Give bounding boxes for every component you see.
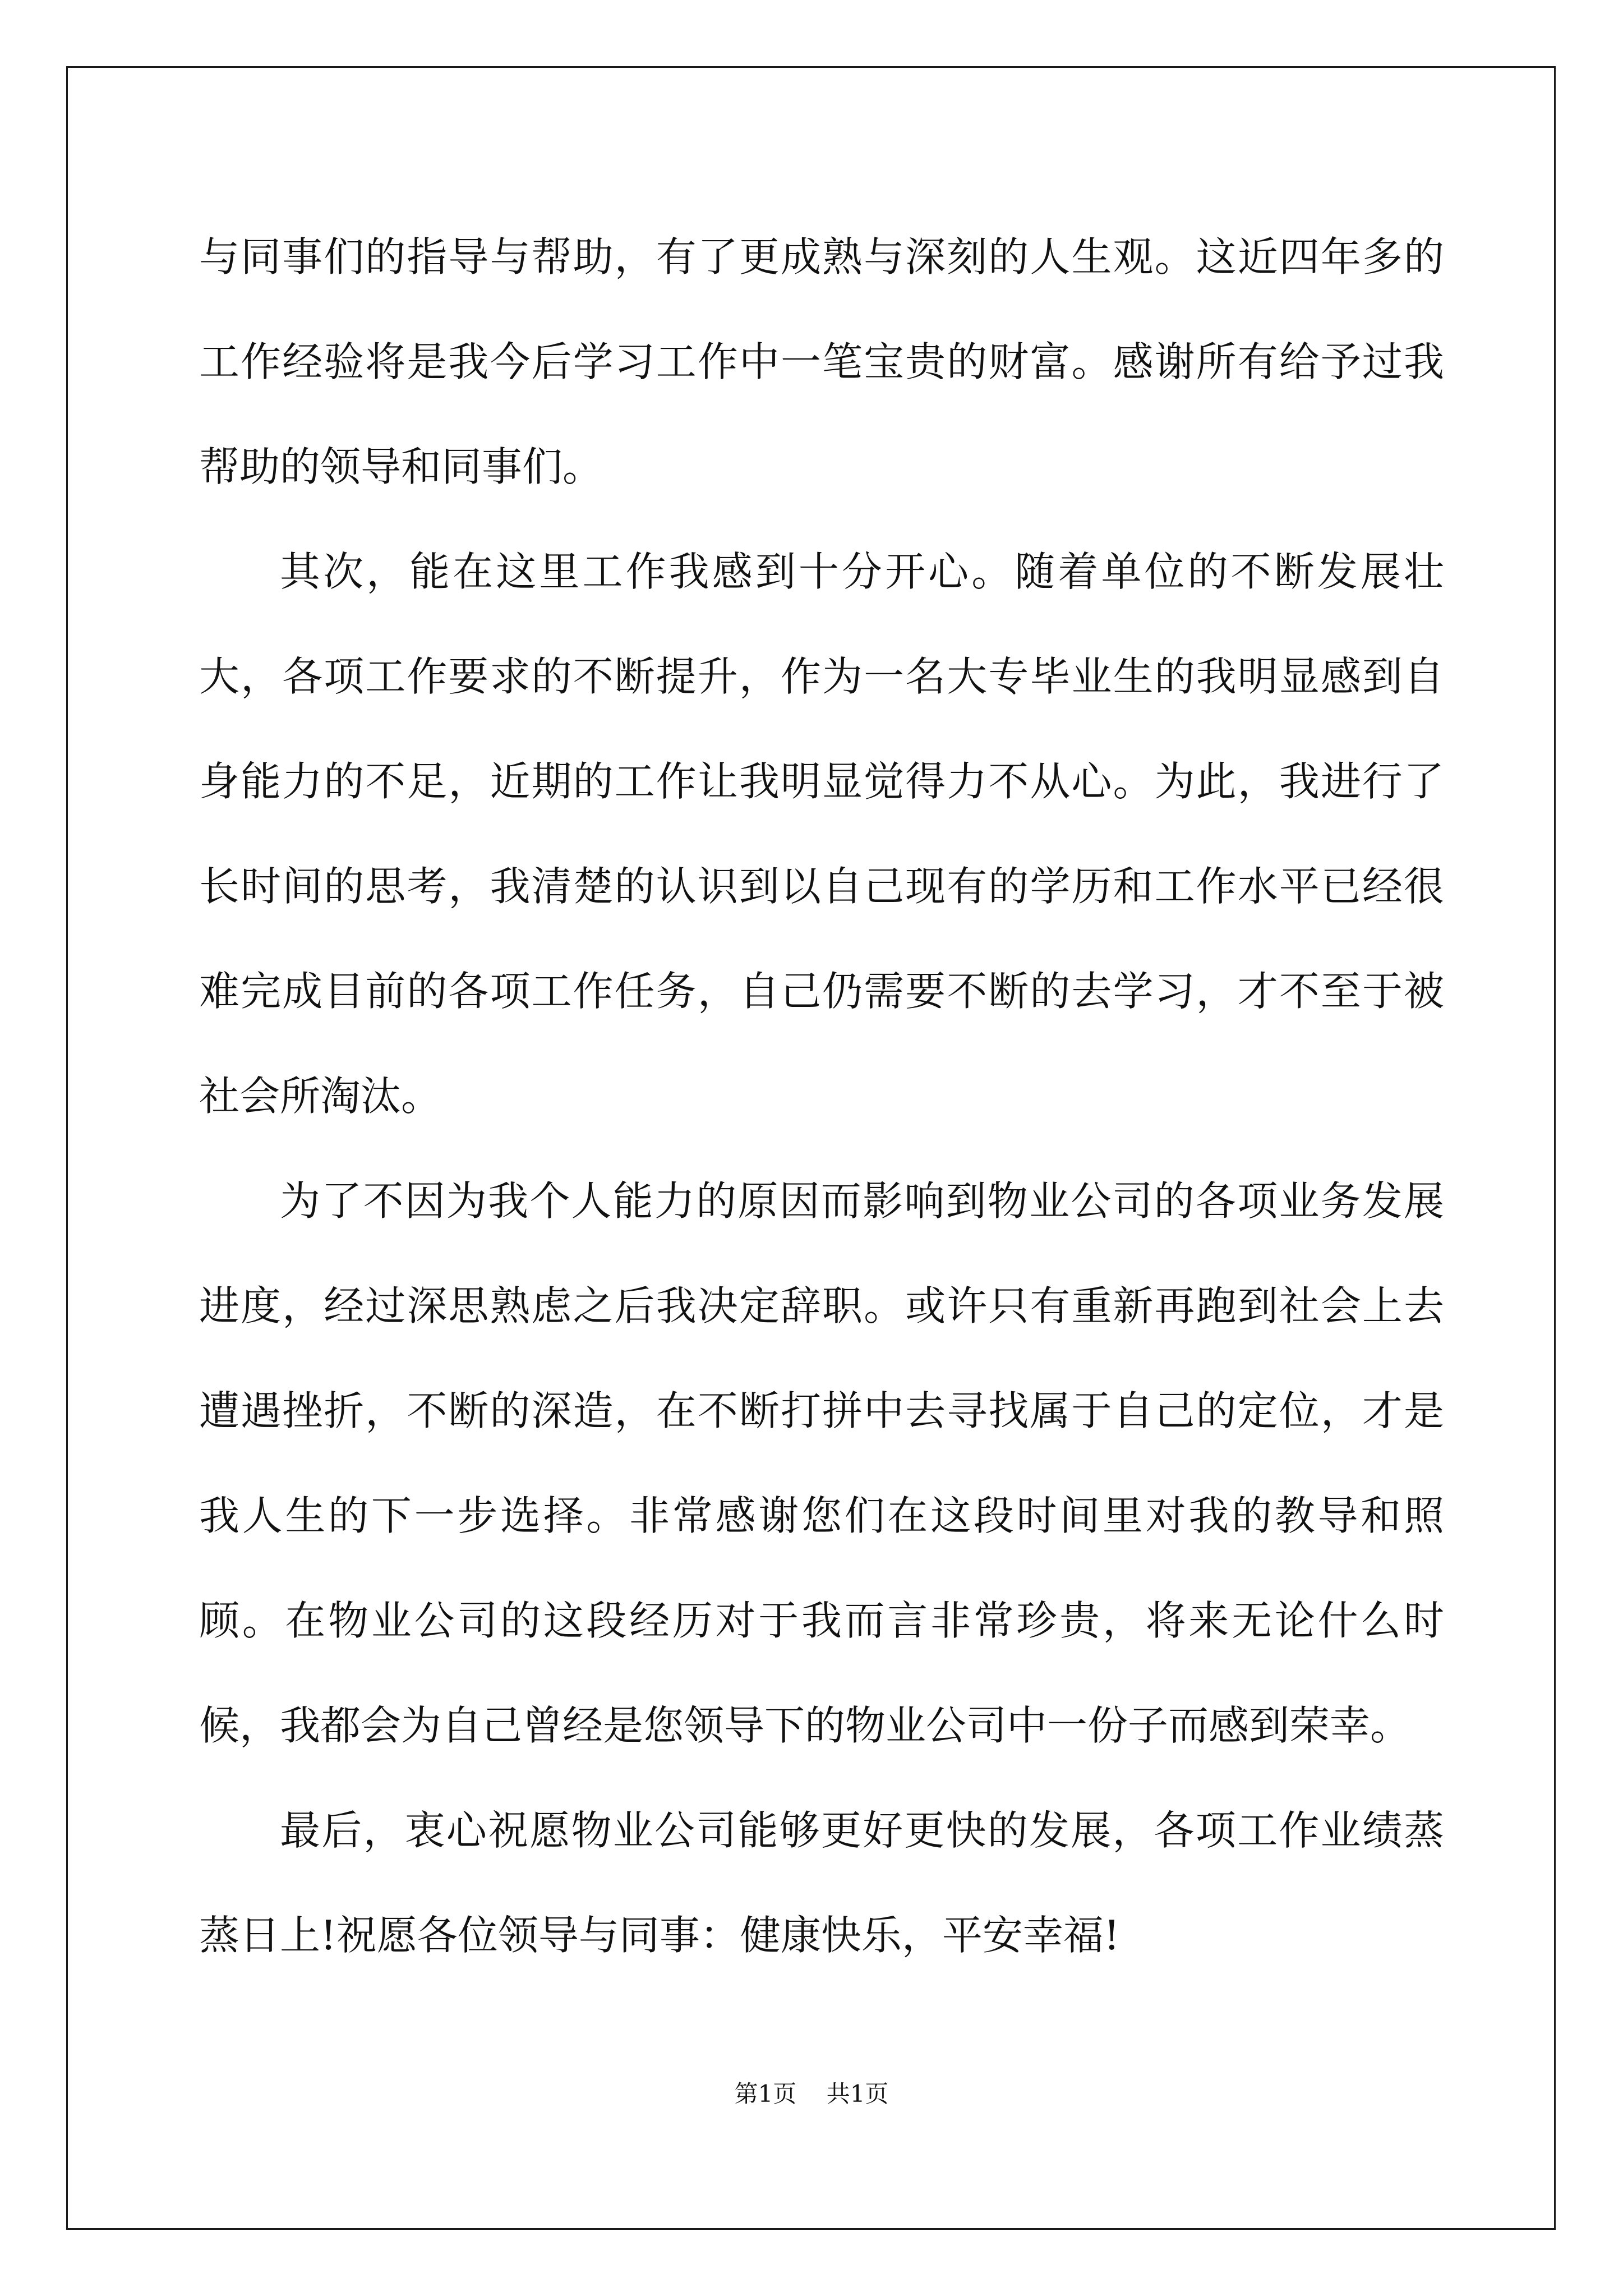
page-number: 第1页: [734, 2080, 797, 2108]
paragraph-1: 与同事们的指导与帮助，有了更成熟与深刻的人生观。这近四年多的工作经验将是我今后学习工作中一笔宝贵的财富。感谢所有给予过我帮助的领导和同事们。: [199, 233, 1444, 490]
paragraph-2: 其次，能在这里工作我感到十分开心。随着单位的不断发展壮大，各项工作要求的不断提升，作为一名大专毕业生的我明显感到自身能力的不足，近期的工作让我明显觉得力不从心。为此，我进行了长时间的思考，我清楚的认识到以自己现有的学历和工作水平已经很难完成目前的各项工作任务，自己仍需要不断的去学习，才不至于被社会所淘汰。: [199, 548, 1444, 1120]
page-total: 共1页: [826, 2080, 889, 2108]
paragraph-3: 为了不因为我个人能力的原因而影响到物业公司的各项业务发展进度，经过深思熟虑之后我决定辞职。或许只有重新再跑到社会上去遭遇挫折，不断的深造，在不断打拼中去寻找属于自己的定位，才是我人生的下一步选择。非常感谢您们在这段时间里对我的教导和照顾。在物业公司的这段经历对于我而言非常珍贵，将来无论什么时候，我都会为自己曾经是您领导下的物业公司中一份子而感到荣幸。: [199, 1177, 1444, 1749]
document-body: [199, 205, 1444, 1988]
page-footer: [0, 2076, 1623, 2109]
paragraph-4: 最后，衷心祝愿物业公司能够更好更快的发展，各项工作业绩蒸蒸日上!祝愿各位领导与同事：健康快乐，平安幸福!: [199, 1807, 1444, 1959]
